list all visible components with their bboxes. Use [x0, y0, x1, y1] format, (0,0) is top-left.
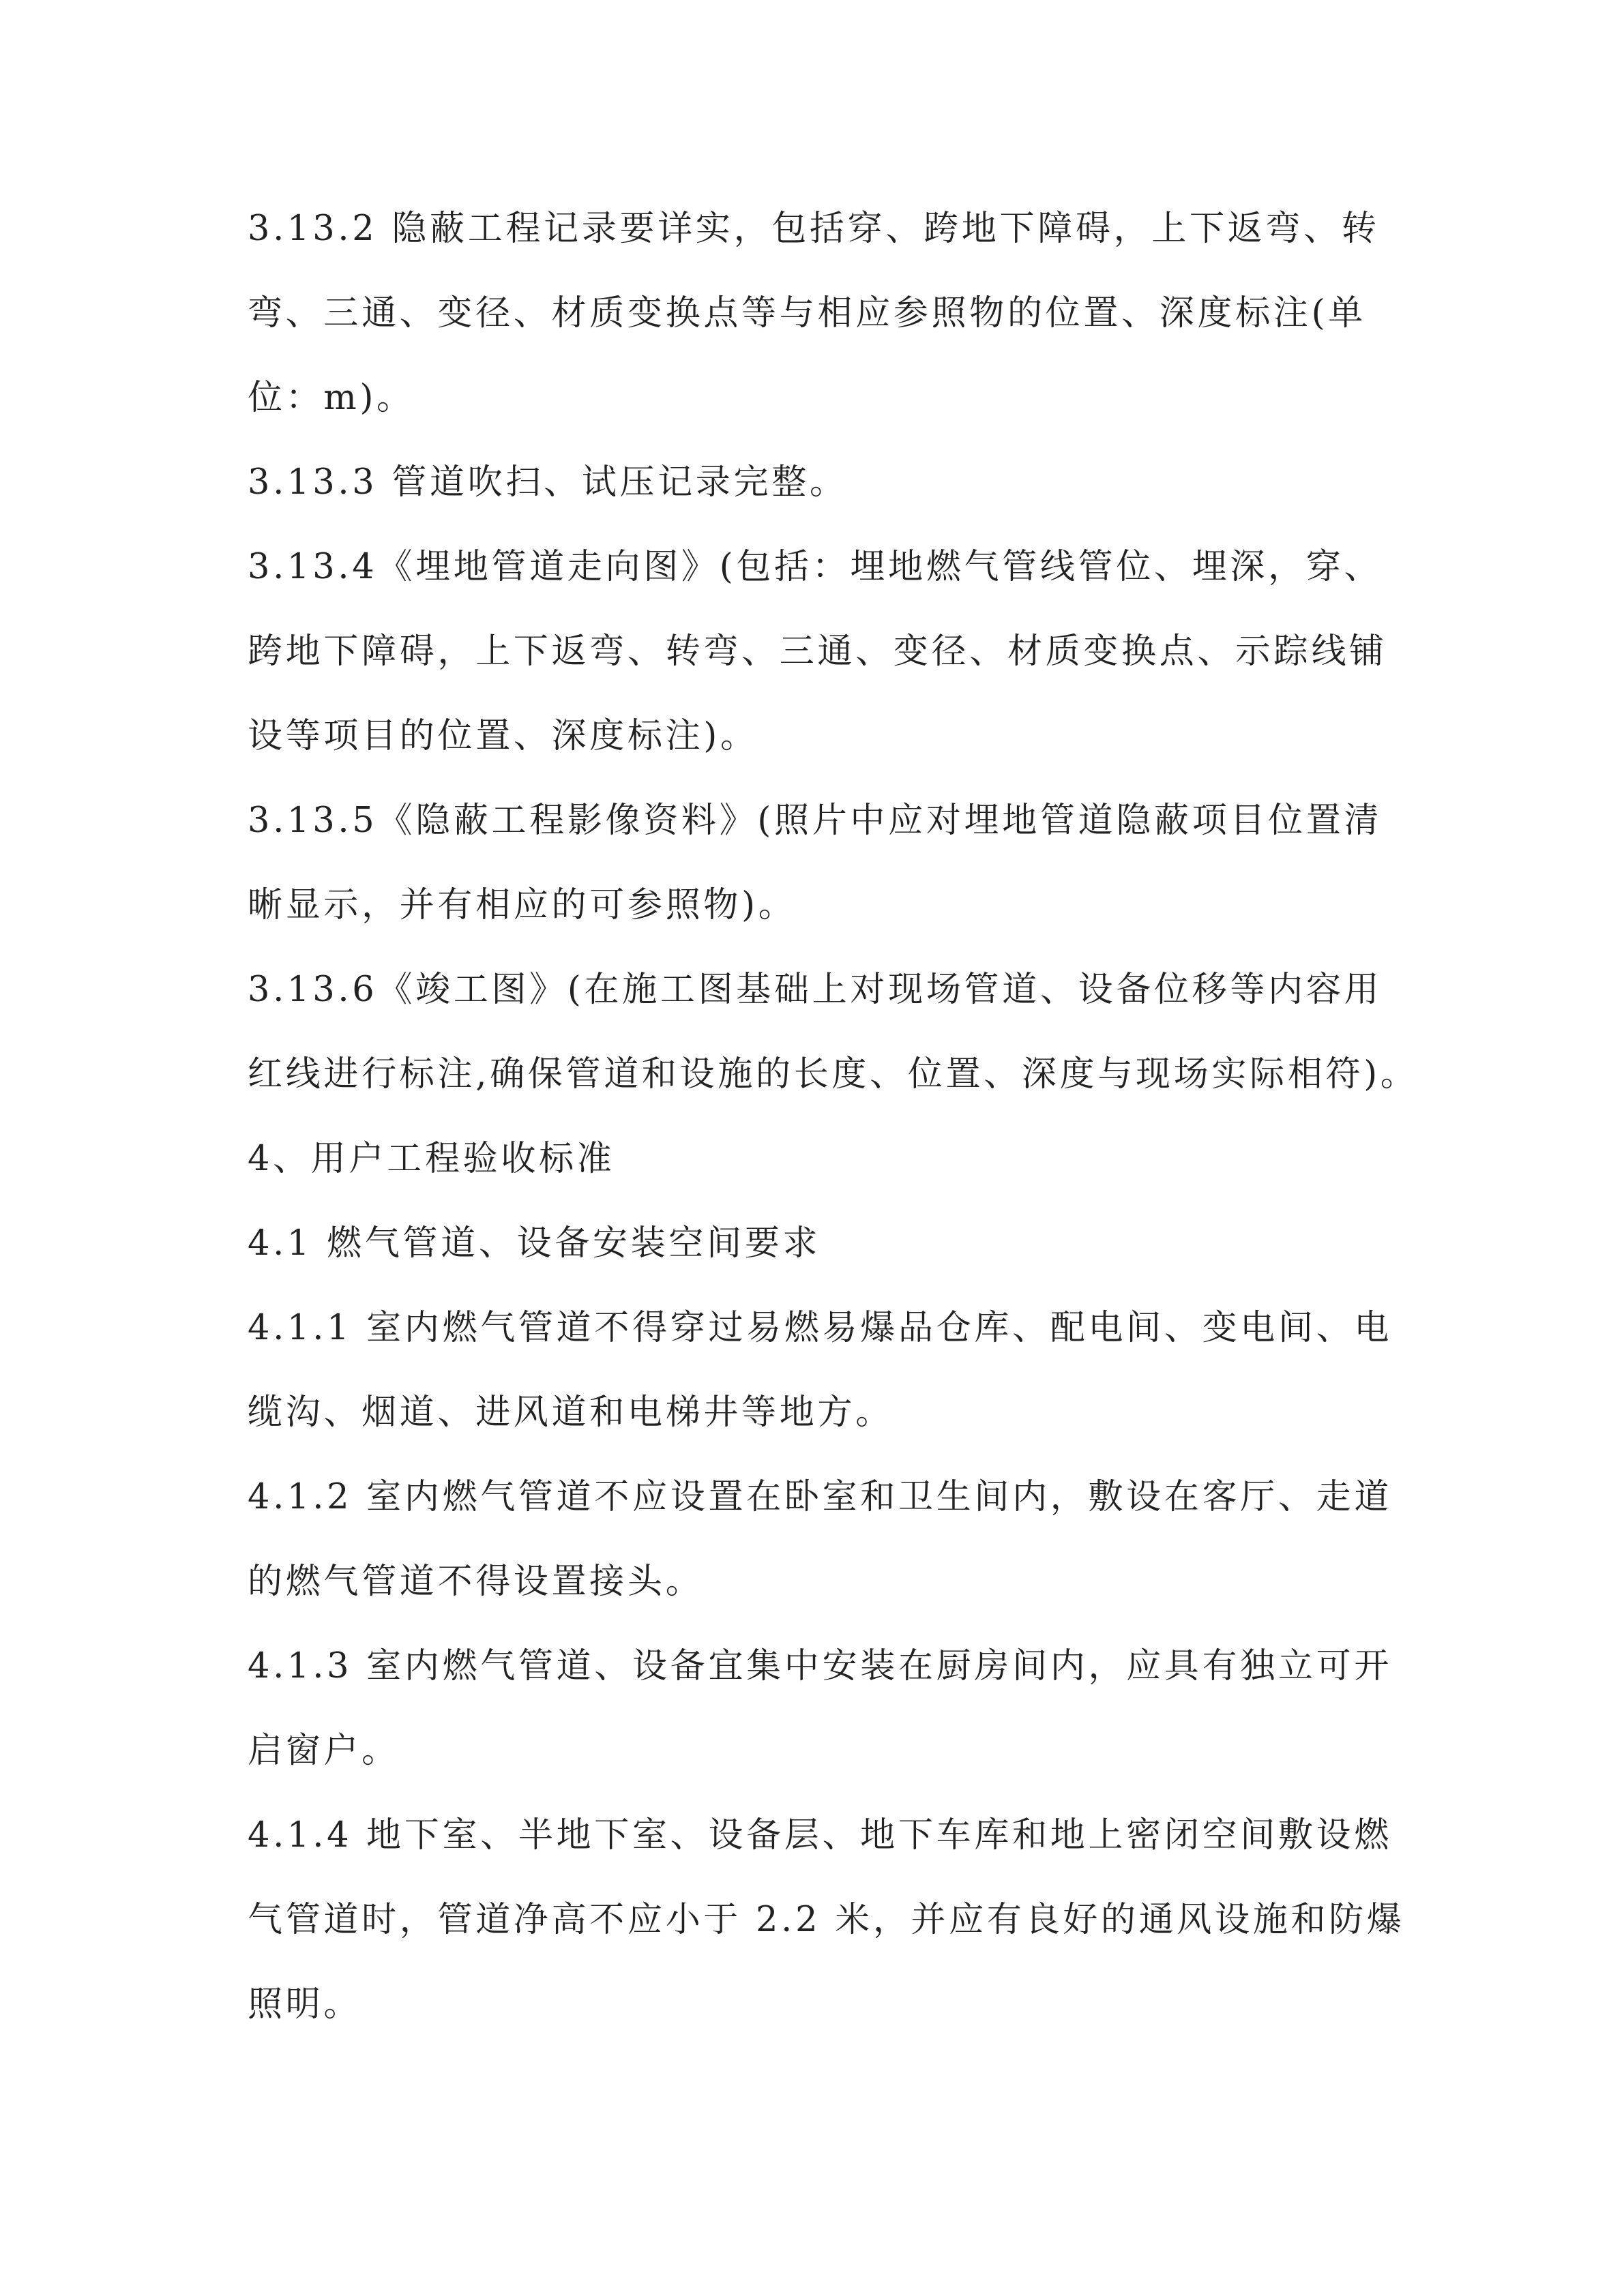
text-line: 4.1.3 室内燃气管道、设备宜集中安装在厨房间内，应具有独立可开: [248, 1646, 1393, 1686]
text-line: 4.1.4 地下室、半地下室、设备层、地下车库和地上密闭空间敷设燃: [248, 1815, 1393, 1855]
text-line: 3.13.4《埋地管道走向图》(包括：埋地燃气管线管位、埋深，穿、: [248, 547, 1383, 587]
text-line: 3.13.5《隐蔽工程影像资料》(照片中应对埋地管道隐蔽项目位置清: [248, 801, 1383, 841]
text-line: 设等项目的位置、深度标注)。: [248, 716, 758, 756]
text-line: 照明。: [248, 1984, 362, 2025]
text-line: 3.13.6《竣工图》(在施工图基础上对现场管道、设备位移等内容用: [248, 970, 1383, 1010]
text-line: 缆沟、烟道、进风道和电梯井等地方。: [248, 1392, 894, 1433]
text-line: 位：m)。: [248, 378, 415, 418]
text-line: 启窗户。: [248, 1731, 400, 1771]
text-line: 3.13.3 管道吹扫、试压记录完整。: [248, 462, 848, 503]
text-line: 的燃气管道不得设置接头。: [248, 1562, 704, 1602]
text-line: 红线进行标注,确保管道和设施的长度、位置、深度与现场实际相符)。: [248, 1054, 1419, 1094]
subsection-heading: 4.1 燃气管道、设备安装空间要求: [248, 1223, 821, 1264]
text-line: 3.13.2 隐蔽工程记录要详实，包括穿、跨地下障碍，上下返弯、转: [248, 209, 1380, 249]
section-heading: 4、用户工程验收标准: [248, 1139, 615, 1179]
text-line: 4.1.2 室内燃气管道不应设置在卧室和卫生间内，敷设在客厅、走道: [248, 1477, 1393, 1517]
text-line: 气管道时，管道净高不应小于 2.2 米，并应有良好的通风设施和防爆: [248, 1900, 1405, 1940]
text-line: 跨地下障碍，上下返弯、转弯、三通、变径、材质变换点、示踪线铺: [248, 631, 1388, 672]
text-line: 晰显示，并有相应的可参照物)。: [248, 885, 797, 925]
text-line: 4.1.1 室内燃气管道不得穿过易燃易爆品仓库、配电间、变电间、电: [248, 1308, 1393, 1348]
text-line: 弯、三通、变径、材质变换点等与相应参照物的位置、深度标注(单: [248, 293, 1366, 333]
